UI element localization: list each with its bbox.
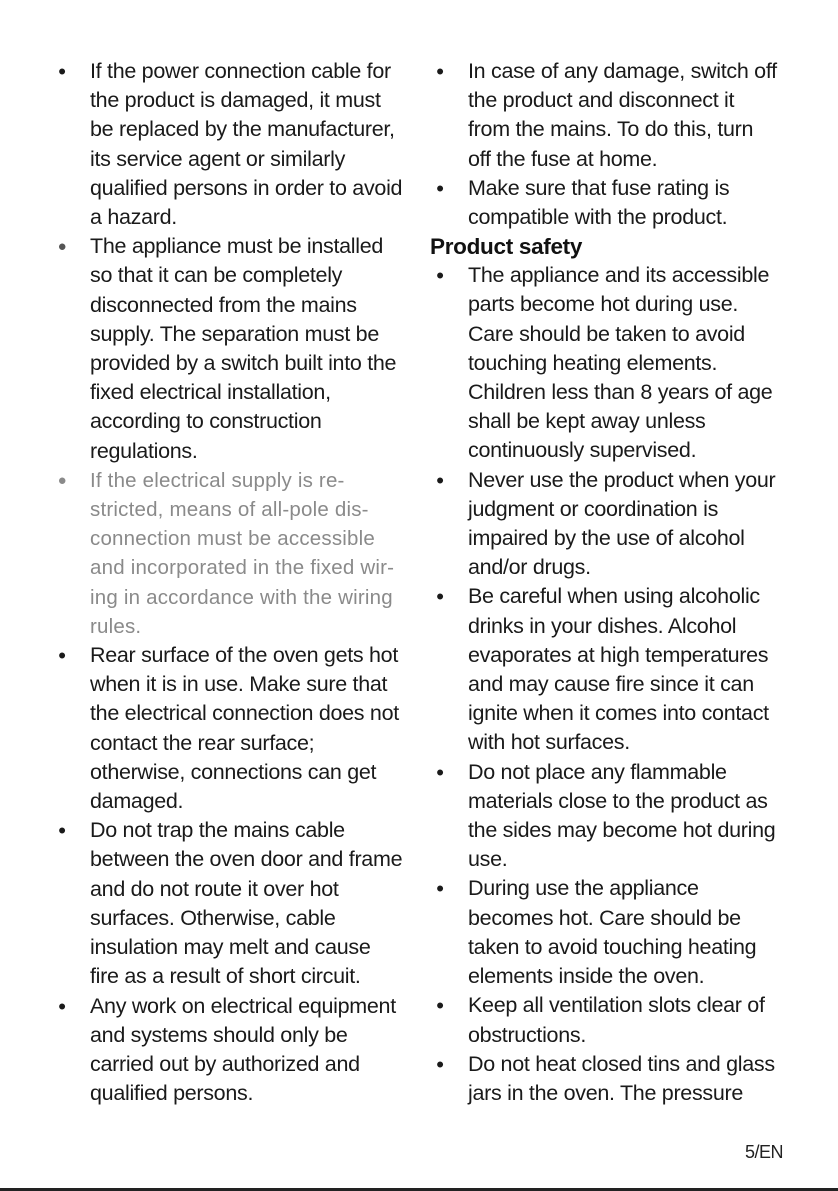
bullet-text: Be careful when using alcoholic drinks in your dishes. Alcohol evaporates at high temperatures and may cause fire since it can ignite when it comes into contact with hot surfaces. [468,584,769,755]
bullet-icon: • [58,59,66,84]
bullet-icon: • [436,263,444,289]
bullet-icon: • [58,643,66,669]
bullet-item-faded [52,466,412,641]
bullet-icon: • [58,993,66,1019]
bullet-item [430,174,810,232]
bullet-text: In case of any damage, switch off the product and disconnect it from the mains. To do this, turn off the fuse at home. [468,59,777,171]
bullet-text: Never use the product when your judgment or coordination is impaired by the use of alcohol and/or drugs. [468,467,776,580]
bullet-icon: • [436,584,444,610]
bullet-icon: ● [57,471,67,489]
bullet-item [430,991,810,1049]
page-number: 5/EN [744,1142,783,1162]
bullet-item [430,57,810,174]
bullet-text: If the power connection cable for the product is damaged, it must be replaced by the manufacturer, its service agent or similarly qualified persons in order to avoid a hazard. [90,59,403,230]
bullet-item [430,874,810,991]
bullet-text: During use the appliance becomes hot. Care should be taken to avoid touching heating elements inside the oven. [468,876,757,989]
bullet-text: Keep all ventilation slots clear of obstructions. [468,993,765,1047]
bullet-item [430,758,810,875]
bullet-item [52,232,412,466]
bullet-text: The appliance and its accessible parts become hot during use. Care should be taken to avoid touching heating elements. Children less than 8 years of age shall be kept away unless continuously supervised. [468,263,773,463]
bullet-item [430,582,810,757]
bullet-item [430,466,810,583]
bullet-icon: • [436,993,444,1019]
bullet-text: Any work on electrical equipment and systems should only be carried out by authorized and qualified persons. [90,993,396,1106]
bullet-item [52,816,412,991]
bullet-text: If the electrical supply is re- stricted, means of all-pole dis- connection must be accessible and incorporated in the fixed wir- ing in accordance with the wiring rules. [90,468,395,638]
bullet-text: Make sure that fuse rating is compatible with the product. [468,175,730,230]
bullet-icon: • [436,876,444,902]
bullet-icon: • [436,759,444,785]
bullet-text: Do not heat closed tins and glass jars in the oven. The pressure [468,1051,775,1105]
bullet-icon: • [436,467,444,493]
bullet-item [52,641,412,816]
right-column [430,57,810,1108]
bullet-icon: • [436,59,444,84]
left-column [52,57,412,1108]
bullet-item [52,57,412,232]
bullet-item [52,992,412,1109]
bullet-text: Rear surface of the oven gets hot when it is in use. Make sure that the electrical connection does not contact the rear surface; otherwise, connections can get damaged. [90,643,399,814]
bullet-text: Do not place any flammable materials close to the product as the sides may become hot during use. [468,759,776,872]
bullet-text: Do not trap the mains cable between the oven door and frame and do not route it over hot surfaces. Otherwise, cable insulation may melt and cause fire as a result of short circuit. [90,818,403,989]
bullet-icon: ● [57,238,67,256]
bullet-icon: • [436,1051,444,1077]
bullet-icon: • [436,175,444,201]
bullet-item [430,1050,810,1108]
section-heading: Product safety [430,234,583,260]
bullet-item [430,261,810,465]
bullet-text: The appliance must be installed so that it can be completely disconnected from the mains supply. The separation must be provided by a switch built into the fixed electrical installation, according to construction regulations. [90,234,397,463]
bullet-icon: • [58,818,66,844]
